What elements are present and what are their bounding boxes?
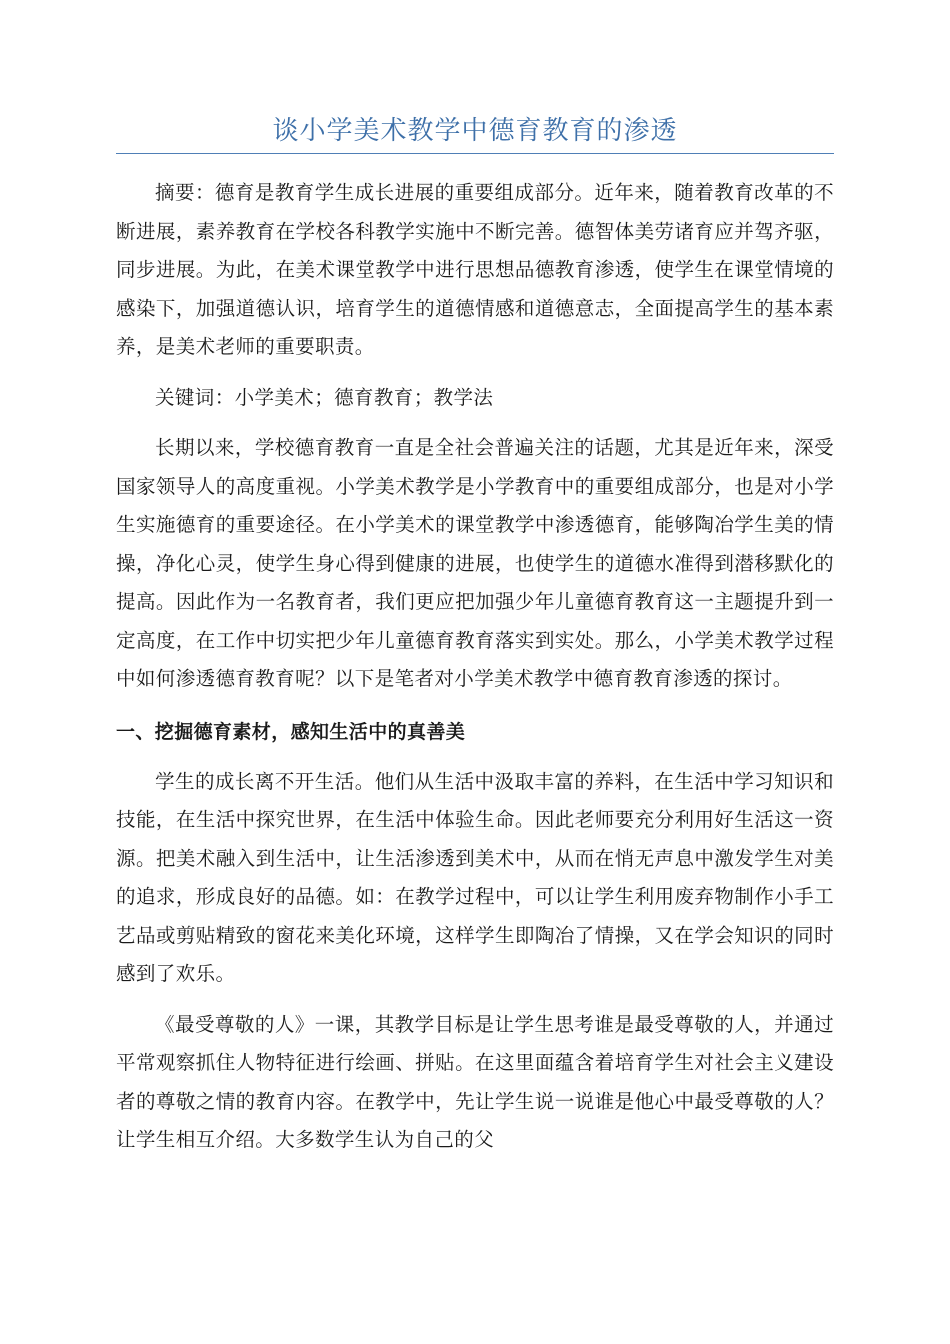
- keywords-paragraph: 关键词：小学美术；德育教育；教学法: [155, 385, 494, 409]
- document-title: 谈小学美术教学中德育教育的渗透: [116, 113, 834, 154]
- document-page: [116, 113, 834, 1160]
- section-paragraph-1: 学生的成长离不开生活。他们从生活中汲取丰富的养料，在生活中学习知识和技能，在生活中探究世界，在生活中体验生命。因此老师要充分利用好生活这一资源。把美术融入到生活中，让生活渗透到美术中，从而在悄无声息中激发学生对美的追求，形成良好的品德。如：在教学过程中，可以让学生利用废弃物制作小手工艺品或剪贴精致的窗花来美化环境，这样学生即陶冶了情操，又在学会知识的同时感到了欢乐。: [116, 769, 834, 985]
- section-heading: 一、挖掘德育素材，感知生活中的真善美: [116, 720, 466, 743]
- abstract-paragraph: 摘要：德育是教育学生成长进展的重要组成部分。近年来，随着教育改革的不断进展，素养教育在学校各科教学实施中不断完善。德智体美劳诸育应并驾齐驱，同步进展。为此，在美术课堂教学中进行思想品德教育渗透，使学生在课堂情境的感染下，加强道德认识，培育学生的道德情感和道德意志，全面提高学生的基本素养，是美术老师的重要职责。: [116, 181, 834, 358]
- section-paragraph-2: 《最受尊敬的人》一课，其教学目标是让学生思考谁是最受尊敬的人，并通过平常观察抓住人物特征进行绘画、拼贴。在这里面蕴含着培育学生对社会主义建设者的尊敬之情的教育内容。在教学中，先让学生说一说谁是他心中最受尊敬的人？让学生相互介绍。大多数学生认为自己的父: [116, 1012, 834, 1151]
- intro-paragraph: 长期以来，学校德育教育一直是全社会普遍关注的话题，尤其是近年来，深受国家领导人的高度重视。小学美术教学是小学教育中的重要组成部分，也是对小学生实施德育的重要途径。在小学美术的课堂教学中渗透德育，能够陶冶学生美的情操，净化心灵，使学生身心得到健康的进展，也使学生的道德水准得到潜移默化的提高。因此作为一名教育者，我们更应把加强少年儿童德育教育这一主题提升到一定高度，在工作中切实把少年儿童德育教育落实到实处。那么，小学美术教学过程中如何渗透德育教育呢？以下是笔者对小学美术教学中德育教育渗透的探讨。: [116, 436, 834, 690]
